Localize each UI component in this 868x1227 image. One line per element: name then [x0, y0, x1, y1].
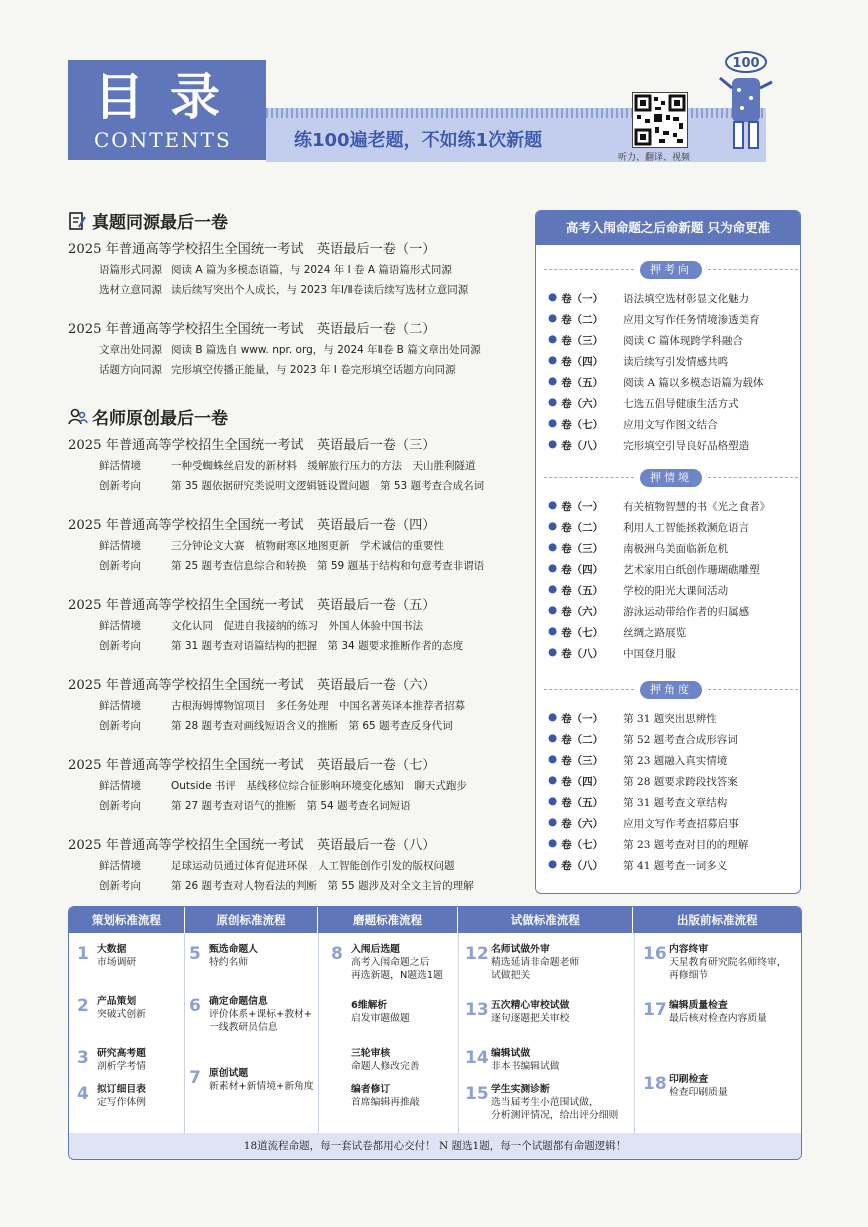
- process-step: [351, 1083, 420, 1109]
- users-icon: [68, 407, 88, 427]
- prediction-item: [548, 711, 717, 726]
- process-step: [189, 943, 258, 969]
- item-value: 第 52 题考查合成形容词: [623, 734, 738, 746]
- prediction-item: [548, 438, 749, 453]
- slogan: 练100遍老题，不如练1次新题: [294, 130, 543, 151]
- row-key: 鲜活情境: [99, 700, 141, 712]
- prediction-item: [548, 816, 739, 831]
- section-title-text: 真题同源最后一卷: [92, 213, 228, 233]
- row-key: 话题方向同源: [99, 364, 162, 376]
- item-key: 卷（七）: [561, 627, 604, 639]
- item-value: 中国登月服: [623, 648, 676, 660]
- exam-title: 2025 年普通高等学校招生全国统一考试 英语最后一卷（三）: [68, 438, 436, 453]
- row-key: 文章出处同源: [99, 344, 162, 356]
- step-desc: 逐句逐题把关审校: [491, 1013, 570, 1024]
- process-table: [68, 906, 802, 1160]
- bullet-icon: ●: [548, 753, 558, 765]
- bullet-icon: ●: [548, 396, 558, 408]
- step-number: 5: [189, 944, 201, 964]
- prediction-item: [548, 499, 770, 514]
- step-number: 18: [643, 1074, 667, 1094]
- row-value: 文化认同 促进自我接纳的练习 外国人体验中国书法: [171, 620, 423, 632]
- prediction-item: [548, 604, 749, 619]
- process-header: 磨题标准流程: [318, 907, 458, 933]
- exam-row: [68, 536, 528, 556]
- step-title: 甄选命题人: [209, 944, 258, 955]
- process-step: [77, 1047, 146, 1073]
- process-step: [465, 1083, 618, 1122]
- bullet-icon: ●: [548, 837, 558, 849]
- item-key: 卷（五）: [561, 377, 604, 389]
- exam-entry-2[interactable]: [68, 320, 528, 380]
- item-key: 卷（五）: [561, 797, 604, 809]
- exam-row: [68, 856, 528, 876]
- item-value: 第 23 题考查对目的的理解: [623, 839, 749, 851]
- step-desc: 分析测评情况，给出评分细则: [491, 1110, 619, 1121]
- item-key: 卷（七）: [561, 419, 604, 431]
- item-value: 七选五倡导健康生活方式: [623, 398, 739, 410]
- step-number: 13: [465, 1000, 489, 1020]
- bullet-icon: ●: [548, 417, 558, 429]
- pill-label: 押考向: [640, 261, 702, 279]
- process-step: [465, 1047, 560, 1073]
- pill-label: 押角度: [640, 681, 702, 699]
- step-title: 五次精心审校试做: [491, 1000, 570, 1011]
- row-key: 创新考向: [99, 880, 141, 892]
- row-key: 选材立意同源: [99, 284, 162, 296]
- bullet-icon: ●: [548, 625, 558, 637]
- item-value: 学校的阳光大课间活动: [623, 585, 729, 597]
- process-step: [189, 1067, 314, 1093]
- bullet-icon: ●: [548, 774, 558, 786]
- row-key: 创新考向: [99, 480, 141, 492]
- contents-title-block: [68, 60, 266, 160]
- item-key: 卷（五）: [561, 585, 604, 597]
- row-key: 鲜活情境: [99, 780, 141, 792]
- step-number: 3: [77, 1048, 89, 1068]
- step-desc: 选当届考生小范围试做，: [491, 1097, 599, 1108]
- row-value: 完形填空传播正能量，与 2023 年 Ⅰ 卷完形填空话题方向同源: [171, 364, 456, 376]
- step-desc: 新素材+新情境+新角度: [209, 1081, 314, 1092]
- item-key: 卷（二）: [561, 734, 604, 746]
- item-value: 游泳运动带给作者的归属感: [623, 606, 750, 618]
- row-value: Outside 书评 基线移位综合征影响环境变化感知 聊天式跑步: [171, 780, 467, 792]
- exam-entry-1[interactable]: [68, 240, 528, 300]
- item-value: 完形填空引导良好品格塑造: [623, 440, 750, 452]
- prediction-item: [548, 291, 749, 306]
- prediction-item: [548, 837, 748, 852]
- exam-title: 2025 年普通高等学校招生全国统一考试 英语最后一卷（五）: [68, 598, 436, 613]
- prediction-item: [548, 375, 763, 390]
- item-value: 第 31 题突出思辨性: [623, 713, 717, 725]
- item-key: 卷（八）: [561, 648, 604, 660]
- prediction-item: [548, 520, 749, 535]
- exam-entry-7[interactable]: [68, 756, 528, 816]
- item-key: 卷（六）: [561, 818, 604, 830]
- row-key: 鲜活情境: [99, 620, 141, 632]
- bullet-icon: ●: [548, 604, 558, 616]
- process-step: [77, 943, 136, 969]
- prediction-panel: [535, 210, 801, 894]
- prediction-item: [548, 625, 686, 640]
- process-step: [77, 995, 146, 1021]
- item-value: 第 23 题融入真实情境: [623, 755, 728, 767]
- exam-title: 2025 年普通高等学校招生全国统一考试 英语最后一卷（六）: [68, 678, 436, 693]
- process-header: 试做标准流程: [458, 907, 634, 933]
- mascot-badge: 100: [732, 56, 760, 71]
- prediction-item: [548, 396, 739, 411]
- row-value: 阅读 B 篇选自 www. npr. org，与 2024 年Ⅱ卷 B 篇文章出处同源: [171, 344, 481, 356]
- step-desc: 试做把关: [491, 970, 531, 981]
- prediction-item: [548, 795, 727, 810]
- bullet-icon: ●: [548, 354, 558, 366]
- step-number: 4: [77, 1084, 89, 1104]
- process-step: [643, 1073, 728, 1099]
- step-desc: 启发审题做题: [351, 1013, 410, 1024]
- item-value: 应用文写作考查招募启事: [623, 818, 739, 830]
- process-step: [331, 943, 443, 982]
- bullet-icon: ●: [548, 291, 558, 303]
- item-value: 第 41 题考查一词多义: [623, 860, 728, 872]
- process-step: [351, 1047, 420, 1073]
- step-number: 16: [643, 944, 667, 964]
- item-key: 卷（二）: [561, 522, 604, 534]
- bullet-icon: ●: [548, 858, 558, 870]
- exam-row: [68, 280, 528, 300]
- step-number: 17: [643, 1000, 667, 1020]
- exam-title: 2025 年普通高等学校招生全国统一考试 英语最后一卷（四）: [68, 518, 436, 533]
- item-value: 阅读 A 篇以多模态语篇为载体: [623, 377, 764, 389]
- exam-row: [68, 340, 528, 360]
- item-value: 利用人工智能拯救濒危语言: [623, 522, 750, 534]
- exam-row: [68, 796, 528, 816]
- item-value: 第 31 题考查文章结构: [623, 797, 728, 809]
- prediction-panel-header: 高考入闱命题之后命新题 只为命更准: [536, 211, 800, 245]
- prediction-item: [548, 541, 728, 556]
- step-title: 印刷检查: [669, 1074, 709, 1085]
- row-key: 语篇形式同源: [99, 264, 162, 276]
- process-step: [465, 943, 579, 982]
- item-value: 读后续写引发情感共鸣: [623, 356, 729, 368]
- exam-row: [68, 476, 528, 496]
- row-key: 鲜活情境: [99, 460, 141, 472]
- contents-title-en: CONTENTS: [94, 128, 232, 152]
- bullet-icon: ●: [548, 732, 558, 744]
- prediction-item: [548, 753, 727, 768]
- step-desc: 最后核对检查内容质量: [669, 1013, 767, 1024]
- item-key: 卷（七）: [561, 839, 604, 851]
- document-pen-icon: [68, 211, 88, 231]
- step-title: 内容终审: [669, 944, 709, 955]
- item-value: 艺术家用白纸创作珊瑚礁雕塑: [623, 564, 760, 576]
- item-key: 卷（六）: [561, 606, 604, 618]
- row-value: 一种受蜘蛛丝启发的新材料 缓解旅行压力的方法 天山胜利隧道: [171, 460, 476, 472]
- exam-row: [68, 616, 528, 636]
- step-title: 编辑试做: [491, 1048, 531, 1059]
- exam-title: 2025 年普通高等学校招生全国统一考试 英语最后一卷（八）: [68, 838, 436, 853]
- row-value: 读后续写突出个人成长，与 2023 年Ⅰ/Ⅱ卷读后续写选材立意同源: [171, 284, 469, 296]
- process-footer: 18道流程命题，每一套试卷都用心交付！ N 题选1题，每一个试题都有命题逻辑！: [69, 1133, 801, 1159]
- bullet-icon: ●: [548, 520, 558, 532]
- step-number: 1: [77, 944, 89, 964]
- row-value: 阅读 A 篇为多模态语篇，与 2024 年 Ⅰ 卷 A 篇语篇形式同源: [171, 264, 452, 276]
- item-value: 应用文写作任务情境渗透美育: [623, 314, 760, 326]
- exam-row: [68, 556, 528, 576]
- bullet-icon: ●: [548, 312, 558, 324]
- process-step: [351, 999, 410, 1025]
- item-key: 卷（四）: [561, 776, 604, 788]
- step-title: 三轮审核: [351, 1048, 391, 1059]
- step-desc: 一线教研员信息: [209, 1022, 278, 1033]
- section-title-1: [68, 208, 228, 233]
- bullet-icon: ●: [548, 816, 558, 828]
- row-key: 创新考向: [99, 720, 141, 732]
- step-desc: 市场调研: [97, 957, 137, 968]
- item-value: 丝绸之路展览: [623, 627, 687, 639]
- step-title: 原创试题: [209, 1068, 249, 1079]
- step-number: 14: [465, 1048, 489, 1068]
- row-key: 鲜活情境: [99, 540, 141, 552]
- row-key: 创新考向: [99, 800, 141, 812]
- prediction-item: [548, 774, 738, 789]
- step-desc: 再修细节: [669, 970, 709, 981]
- item-value: 阅读 C 篇体现跨学科融合: [623, 335, 743, 347]
- item-value: 应用文写作图文结合: [623, 419, 718, 431]
- item-value: 第 28 题要求跨段找答案: [623, 776, 738, 788]
- bullet-icon: ●: [548, 795, 558, 807]
- exam-row: [68, 716, 528, 736]
- bullet-icon: ●: [548, 375, 558, 387]
- prediction-item: [548, 646, 676, 661]
- row-value: 第 25 题考查信息综合和转换 第 59 题基于结构和句意考查非谓语: [171, 560, 485, 572]
- step-desc: 评价体系+课标+教材+: [209, 1009, 313, 1020]
- row-key: 创新考向: [99, 640, 141, 652]
- process-step: [77, 1083, 146, 1109]
- process-step: [643, 999, 767, 1025]
- item-key: 卷（一）: [561, 713, 604, 725]
- item-key: 卷（八）: [561, 860, 604, 872]
- step-desc: 非本书编辑试做: [491, 1061, 560, 1072]
- item-value: 语法填空选材彰显文化魅力: [623, 293, 750, 305]
- process-header: 策划标准流程: [69, 907, 185, 933]
- exam-row: [68, 636, 528, 656]
- prediction-item: [548, 417, 718, 432]
- exam-entry-6[interactable]: [68, 676, 528, 736]
- row-value: 三分钟论文大赛 植物耐寒区地图更新 学术诚信的重要性: [171, 540, 444, 552]
- prediction-item: [548, 732, 738, 747]
- step-desc: 检查印刷质量: [669, 1087, 728, 1098]
- exam-row: [68, 260, 528, 280]
- step-desc: 命题人修改完善: [351, 1061, 420, 1072]
- section-title-text: 名师原创最后一卷: [92, 409, 228, 429]
- row-key: 鲜活情境: [99, 860, 141, 872]
- item-value: 南极洲乌美面临新危机: [623, 543, 729, 555]
- exam-title: 2025 年普通高等学校招生全国统一考试 英语最后一卷（一）: [68, 242, 436, 257]
- item-key: 卷（三）: [561, 755, 604, 767]
- step-title: 入闱后选题: [351, 944, 400, 955]
- prediction-item: [548, 312, 760, 327]
- qr-code-icon[interactable]: [632, 92, 688, 148]
- pill-label: 押情境: [640, 469, 702, 487]
- slogan-band: [266, 108, 766, 162]
- band-stripes: [266, 108, 766, 118]
- item-key: 卷（六）: [561, 398, 604, 410]
- section-title-2: [68, 404, 228, 429]
- step-title: 编辑质量检查: [669, 1000, 728, 1011]
- exam-title: 2025 年普通高等学校招生全国统一考试 英语最后一卷（七）: [68, 758, 436, 773]
- item-key: 卷（三）: [561, 335, 604, 347]
- bullet-icon: ●: [548, 438, 558, 450]
- item-key: 卷（一）: [561, 293, 604, 305]
- step-desc: 精选延请非命题老师: [491, 957, 580, 968]
- step-title: 学生实测诊断: [491, 1084, 550, 1095]
- row-value: 第 27 题考查对语气的推断 第 54 题考查名词短语: [171, 800, 411, 812]
- step-number: 12: [465, 944, 489, 964]
- item-key: 卷（四）: [561, 356, 604, 368]
- step-title: 产品策划: [97, 996, 137, 1007]
- process-header-row: [69, 907, 801, 933]
- bullet-icon: ●: [548, 499, 558, 511]
- bullet-icon: ●: [548, 541, 558, 553]
- step-title: 确定命题信息: [209, 996, 268, 1007]
- step-number: 2: [77, 996, 89, 1016]
- process-step: [189, 995, 312, 1034]
- row-value: 第 35 题依据研究类说明文逻辑链设置问题 第 53 题考查合成名词: [171, 480, 485, 492]
- step-desc: 突破式创新: [97, 1009, 146, 1020]
- exam-title: 2025 年普通高等学校招生全国统一考试 英语最后一卷（二）: [68, 322, 436, 337]
- exam-row: [68, 696, 528, 716]
- step-desc: 天星教育研究院名师终审，: [669, 957, 787, 968]
- process-header: 原创标准流程: [185, 907, 319, 933]
- step-title: 名师试做外审: [491, 944, 550, 955]
- exam-entry-5[interactable]: [68, 596, 528, 656]
- row-value: 第 26 题考查对人物看法的判断 第 55 题涉及对全文主旨的理解: [171, 880, 474, 892]
- contents-title-cn: 目录: [94, 68, 246, 126]
- row-value: 第 31 题考查对语篇结构的把握 第 34 题要求推断作者的态度: [171, 640, 464, 652]
- row-value: 第 28 题考查对画线短语含义的推断 第 65 题考查反身代词: [171, 720, 453, 732]
- process-step: [465, 999, 569, 1025]
- row-value: 古根海姆博物馆项目 多任务处理 中国名著英译本推荐者招募: [171, 700, 465, 712]
- prediction-item: [548, 562, 760, 577]
- item-key: 卷（八）: [561, 440, 604, 452]
- process-step: [643, 943, 787, 982]
- qr-caption: 听力、翻译、视频: [618, 153, 691, 163]
- prediction-item: [548, 333, 743, 348]
- step-title: 6维解析: [351, 1000, 388, 1011]
- exam-entry-3[interactable]: [68, 436, 528, 496]
- exam-row: [68, 360, 528, 380]
- bullet-icon: ●: [548, 711, 558, 723]
- process-header: 出版前标准流程: [676, 913, 758, 927]
- exam-entry-8[interactable]: [68, 836, 528, 896]
- step-desc: 定写作体例: [97, 1097, 146, 1108]
- exam-entry-4[interactable]: [68, 516, 528, 576]
- exam-row: [68, 876, 528, 896]
- step-desc: 剖析学考情: [97, 1061, 146, 1072]
- exam-row: [68, 456, 528, 476]
- step-number: 15: [465, 1084, 489, 1104]
- exam-row: [68, 776, 528, 796]
- step-desc: 特约名师: [209, 957, 249, 968]
- prediction-item: [548, 583, 728, 598]
- item-key: 卷（四）: [561, 564, 604, 576]
- bullet-icon: ●: [548, 333, 558, 345]
- row-key: 创新考向: [99, 560, 141, 572]
- step-title: 编者修订: [351, 1084, 391, 1095]
- step-title: 研究高考题: [97, 1048, 146, 1059]
- step-desc: 首席编辑再推敲: [351, 1097, 420, 1108]
- mascot-icon: [718, 48, 774, 160]
- step-title: 拟订细目表: [97, 1084, 146, 1095]
- step-number: 6: [189, 996, 201, 1016]
- step-desc: 高考入闱命题之后: [351, 957, 430, 968]
- item-key: 卷（二）: [561, 314, 604, 326]
- prediction-item: [548, 858, 727, 873]
- step-number: 8: [331, 944, 343, 964]
- row-value: 足球运动员通过体育促进环保 人工智能创作引发的版权问题: [171, 860, 455, 872]
- step-title: 大数据: [97, 944, 127, 955]
- bullet-icon: ●: [548, 646, 558, 658]
- bullet-icon: ●: [548, 583, 558, 595]
- item-key: 卷（一）: [561, 501, 604, 513]
- item-value: 有关植物智慧的书《光之食者》: [623, 501, 771, 513]
- item-key: 卷（三）: [561, 543, 604, 555]
- step-desc: 再选新题，N题选1题: [351, 970, 443, 981]
- bullet-icon: ●: [548, 562, 558, 574]
- step-number: 7: [189, 1068, 201, 1088]
- prediction-item: [548, 354, 728, 369]
